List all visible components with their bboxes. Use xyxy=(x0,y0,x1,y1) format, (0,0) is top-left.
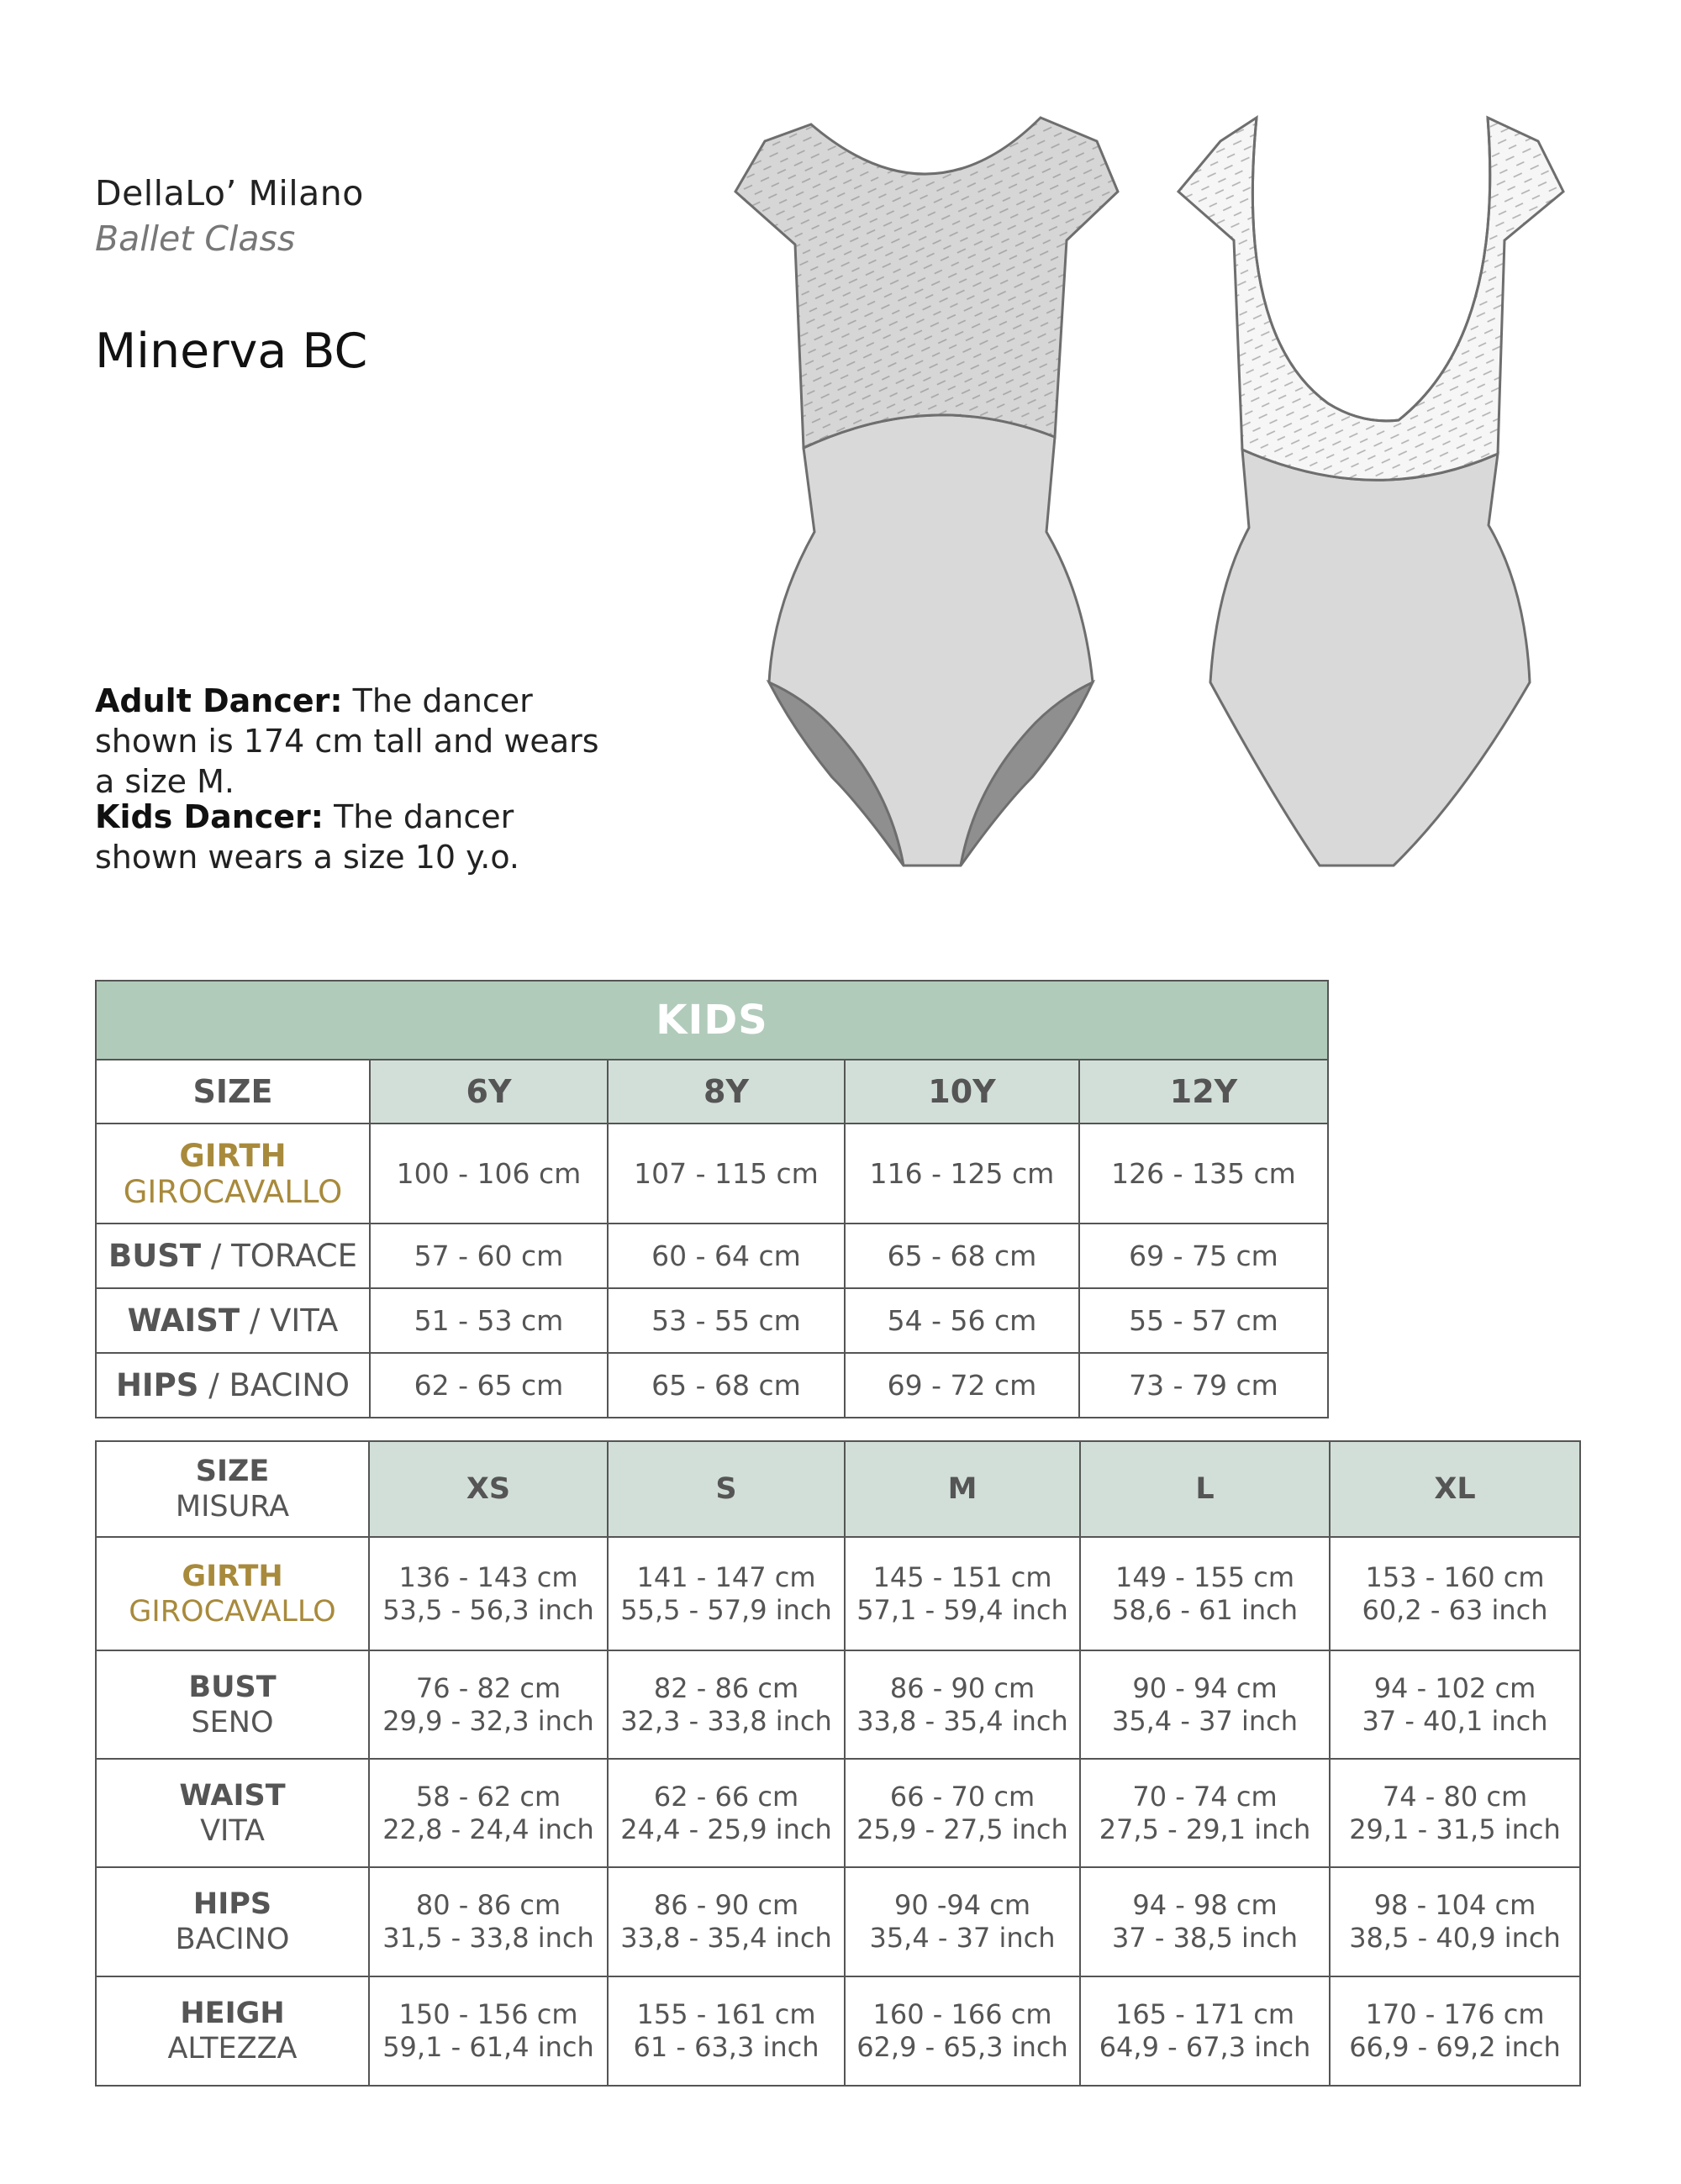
brand-name: DellaLo’ Milano xyxy=(95,173,364,213)
adult-hips-m-cm: 90 -94 cm xyxy=(893,1889,1031,1921)
kids-hips-label xyxy=(96,1353,370,1418)
adult-hips-s-inch: 33,8 - 35,4 inch xyxy=(620,1922,832,1954)
adult-girth-xl xyxy=(1330,1537,1580,1650)
adult-size-label-en: SIZE xyxy=(195,1455,270,1488)
adult-dancer-label: Adult Dancer: xyxy=(95,682,343,719)
adult-bust-s-inch: 32,3 - 33,8 inch xyxy=(620,1704,832,1737)
front-view xyxy=(735,118,1118,866)
adult-height-xl-inch: 66,9 - 69,2 inch xyxy=(1349,2031,1561,2063)
adult-girth-label-it: GIROCAVALLO xyxy=(129,1594,336,1629)
adult-waist-xs-cm: 58 - 62 cm xyxy=(415,1780,561,1813)
adult-dancer-note xyxy=(95,681,616,802)
kids-size-6y: 6Y xyxy=(370,1060,608,1124)
adult-bust-xl-inch: 37 - 40,1 inch xyxy=(1362,1704,1548,1737)
adult-dancer-text: The dancer shown is 174 cm tall and wears a size M. xyxy=(95,682,599,800)
adult-waist-s xyxy=(608,1759,845,1867)
kids-bust-label-it: / TORACE xyxy=(201,1238,357,1274)
adult-hips-xl xyxy=(1330,1867,1580,1976)
kids-bust-8y: 60 - 64 cm xyxy=(608,1224,845,1288)
adult-bust-xs-inch: 29,9 - 32,3 inch xyxy=(382,1704,594,1737)
adult-size-label xyxy=(96,1441,369,1537)
front-body xyxy=(769,415,1093,866)
adult-size-table xyxy=(95,1440,1581,2087)
kids-dancer-text: The dancer shown wears a size 10 y.o. xyxy=(95,798,519,876)
kids-size-12y: 12Y xyxy=(1079,1060,1328,1124)
adult-hips-xs-inch: 31,5 - 33,8 inch xyxy=(382,1922,594,1954)
adult-waist-xl xyxy=(1330,1759,1580,1867)
adult-bust-l xyxy=(1080,1650,1330,1759)
adult-hips-m-inch: 35,4 - 37 inch xyxy=(869,1922,1056,1954)
adult-row-hips xyxy=(96,1867,1580,1976)
adult-bust-xs-cm: 76 - 82 cm xyxy=(415,1671,561,1704)
adult-hips-s-cm: 86 - 90 cm xyxy=(653,1889,799,1921)
kids-dancer-note xyxy=(95,797,616,877)
adult-hips-xs xyxy=(369,1867,608,1976)
adult-height-xl-cm: 170 - 176 cm xyxy=(1365,1998,1545,2030)
adult-hips-l xyxy=(1080,1867,1330,1976)
adult-waist-l-cm: 70 - 74 cm xyxy=(1132,1780,1278,1813)
adult-height-l-inch: 64,9 - 67,3 inch xyxy=(1099,2031,1311,2063)
kids-girth-label-it: GIROCAVALLO xyxy=(123,1173,343,1210)
adult-hips-label xyxy=(96,1867,369,1976)
kids-hips-6y: 62 - 65 cm xyxy=(370,1353,608,1418)
adult-girth-l-inch: 58,6 - 61 inch xyxy=(1111,1593,1299,1626)
kids-hips-12y: 73 - 79 cm xyxy=(1079,1353,1328,1418)
adult-height-xs xyxy=(369,1976,608,2086)
adult-waist-l-inch: 27,5 - 29,1 inch xyxy=(1099,1813,1311,1845)
kids-row-girth xyxy=(96,1124,1328,1224)
back-body xyxy=(1210,450,1530,866)
adult-size-header-row xyxy=(96,1441,1580,1537)
kids-girth-8y: 107 - 115 cm xyxy=(608,1124,845,1224)
adult-bust-label-it: SENO xyxy=(191,1705,274,1739)
adult-size-label-it: MISURA xyxy=(175,1490,290,1524)
kids-bust-10y: 65 - 68 cm xyxy=(845,1224,1079,1288)
adult-waist-xl-inch: 29,1 - 31,5 inch xyxy=(1349,1813,1561,1845)
kids-row-bust xyxy=(96,1224,1328,1288)
adult-waist-l xyxy=(1080,1759,1330,1867)
adult-bust-m-inch: 33,8 - 35,4 inch xyxy=(856,1704,1068,1737)
back-mesh xyxy=(1178,118,1563,480)
kids-hips-label-en: HIPS xyxy=(115,1367,199,1403)
adult-height-m-inch: 62,9 - 65,3 inch xyxy=(856,2031,1068,2063)
kids-waist-label-en: WAIST xyxy=(127,1303,240,1339)
kids-table-title: KIDS xyxy=(96,981,1328,1060)
adult-bust-l-cm: 90 - 94 cm xyxy=(1132,1671,1278,1704)
adult-girth-xs xyxy=(369,1537,608,1650)
kids-hips-label-it: / BACINO xyxy=(198,1367,350,1403)
adult-girth-s-inch: 55,5 - 57,9 inch xyxy=(620,1593,832,1626)
adult-waist-xs-inch: 22,8 - 24,4 inch xyxy=(382,1813,594,1845)
adult-girth-l-cm: 149 - 155 cm xyxy=(1115,1560,1294,1593)
kids-waist-12y: 55 - 57 cm xyxy=(1079,1288,1328,1353)
adult-row-height xyxy=(96,1976,1580,2086)
adult-bust-label-en: BUST xyxy=(188,1670,277,1704)
adult-waist-label-en: WAIST xyxy=(179,1778,286,1813)
kids-bust-label xyxy=(96,1224,370,1288)
adult-bust-s xyxy=(608,1650,845,1759)
adult-hips-label-it: BACINO xyxy=(175,1923,290,1956)
adult-waist-s-cm: 62 - 66 cm xyxy=(653,1780,799,1813)
adult-hips-l-cm: 94 - 98 cm xyxy=(1132,1889,1278,1921)
kids-hips-10y: 69 - 72 cm xyxy=(845,1353,1079,1418)
adult-waist-label xyxy=(96,1759,369,1867)
adult-waist-xl-cm: 74 - 80 cm xyxy=(1382,1780,1528,1813)
adult-hips-xl-inch: 38,5 - 40,9 inch xyxy=(1349,1922,1561,1954)
adult-height-xs-cm: 150 - 156 cm xyxy=(398,1998,578,2030)
adult-height-s-cm: 155 - 161 cm xyxy=(636,1998,816,2030)
kids-waist-label-it: / VITA xyxy=(240,1303,339,1339)
adult-girth-s xyxy=(608,1537,845,1650)
adult-hips-label-en: HIPS xyxy=(192,1887,272,1921)
adult-girth-label-en: GIRTH xyxy=(182,1559,283,1593)
collection-name: Ballet Class xyxy=(95,218,296,259)
kids-size-header-row xyxy=(96,1060,1328,1124)
adult-waist-m-cm: 66 - 70 cm xyxy=(889,1780,1035,1813)
adult-size-xs: XS xyxy=(369,1441,608,1537)
adult-hips-l-inch: 37 - 38,5 inch xyxy=(1111,1922,1299,1954)
kids-hips-8y: 65 - 68 cm xyxy=(608,1353,845,1418)
adult-bust-m-cm: 86 - 90 cm xyxy=(889,1671,1035,1704)
adult-bust-xs xyxy=(369,1650,608,1759)
adult-height-xs-inch: 59,1 - 61,4 inch xyxy=(382,2031,594,2063)
adult-row-girth xyxy=(96,1537,1580,1650)
kids-size-10y: 10Y xyxy=(845,1060,1079,1124)
adult-bust-m xyxy=(845,1650,1080,1759)
kids-waist-6y: 51 - 53 cm xyxy=(370,1288,608,1353)
adult-row-bust xyxy=(96,1650,1580,1759)
adult-hips-m xyxy=(845,1867,1080,1976)
adult-girth-m-cm: 145 - 151 cm xyxy=(872,1560,1052,1593)
adult-girth-m xyxy=(845,1537,1080,1650)
adult-height-m-cm: 160 - 166 cm xyxy=(872,1998,1052,2030)
adult-height-l xyxy=(1080,1976,1330,2086)
adult-bust-l-inch: 35,4 - 37 inch xyxy=(1111,1704,1299,1737)
adult-hips-xs-cm: 80 - 86 cm xyxy=(415,1889,561,1921)
adult-hips-xl-cm: 98 - 104 cm xyxy=(1373,1889,1536,1921)
product-title: Minerva BC xyxy=(95,324,368,379)
adult-size-xl: XL xyxy=(1330,1441,1580,1537)
adult-height-label xyxy=(96,1976,369,2086)
adult-hips-s xyxy=(608,1867,845,1976)
adult-size-s: S xyxy=(608,1441,845,1537)
kids-waist-8y: 53 - 55 cm xyxy=(608,1288,845,1353)
adult-girth-xl-cm: 153 - 160 cm xyxy=(1365,1560,1545,1593)
kids-row-hips xyxy=(96,1353,1328,1418)
adult-height-s xyxy=(608,1976,845,2086)
leotard-illustration xyxy=(723,101,1597,891)
adult-girth-xs-inch: 53,5 - 56,3 inch xyxy=(382,1593,594,1626)
kids-waist-label xyxy=(96,1288,370,1353)
kids-girth-label-en: GIRTH xyxy=(179,1137,287,1174)
kids-size-table xyxy=(95,980,1329,1418)
adult-row-waist xyxy=(96,1759,1580,1867)
adult-height-label-en: HEIGH xyxy=(180,1997,285,2030)
adult-girth-xs-cm: 136 - 143 cm xyxy=(398,1560,578,1593)
adult-waist-label-it: VITA xyxy=(200,1813,265,1848)
kids-bust-label-en: BUST xyxy=(108,1238,202,1274)
adult-height-xl xyxy=(1330,1976,1580,2086)
kids-girth-10y: 116 - 125 cm xyxy=(845,1124,1079,1224)
adult-height-label-it: ALTEZZA xyxy=(167,2032,298,2066)
kids-girth-12y: 126 - 135 cm xyxy=(1079,1124,1328,1224)
adult-waist-xs xyxy=(369,1759,608,1867)
adult-girth-m-inch: 57,1 - 59,4 inch xyxy=(856,1593,1068,1626)
adult-bust-xl-cm: 94 - 102 cm xyxy=(1373,1671,1536,1704)
adult-height-m xyxy=(845,1976,1080,2086)
adult-height-s-inch: 61 - 63,3 inch xyxy=(633,2031,819,2063)
kids-size-label: SIZE xyxy=(96,1060,370,1124)
adult-size-l: L xyxy=(1080,1441,1330,1537)
adult-girth-s-cm: 141 - 147 cm xyxy=(636,1560,816,1593)
back-view xyxy=(1178,118,1563,866)
adult-girth-label xyxy=(96,1537,369,1650)
kids-bust-12y: 69 - 75 cm xyxy=(1079,1224,1328,1288)
kids-row-waist xyxy=(96,1288,1328,1353)
kids-waist-10y: 54 - 56 cm xyxy=(845,1288,1079,1353)
adult-waist-m xyxy=(845,1759,1080,1867)
front-mesh xyxy=(735,118,1118,448)
adult-girth-l xyxy=(1080,1537,1330,1650)
kids-size-8y: 8Y xyxy=(608,1060,845,1124)
kids-bust-6y: 57 - 60 cm xyxy=(370,1224,608,1288)
adult-bust-label xyxy=(96,1650,369,1759)
kids-girth-6y: 100 - 106 cm xyxy=(370,1124,608,1224)
adult-waist-m-inch: 25,9 - 27,5 inch xyxy=(856,1813,1068,1845)
kids-girth-label xyxy=(96,1124,370,1224)
adult-bust-s-cm: 82 - 86 cm xyxy=(653,1671,799,1704)
adult-size-m: M xyxy=(845,1441,1080,1537)
adult-girth-xl-inch: 60,2 - 63 inch xyxy=(1362,1593,1548,1626)
adult-bust-xl xyxy=(1330,1650,1580,1759)
adult-height-l-cm: 165 - 171 cm xyxy=(1115,1998,1294,2030)
kids-dancer-label: Kids Dancer: xyxy=(95,798,324,835)
adult-waist-s-inch: 24,4 - 25,9 inch xyxy=(620,1813,832,1845)
